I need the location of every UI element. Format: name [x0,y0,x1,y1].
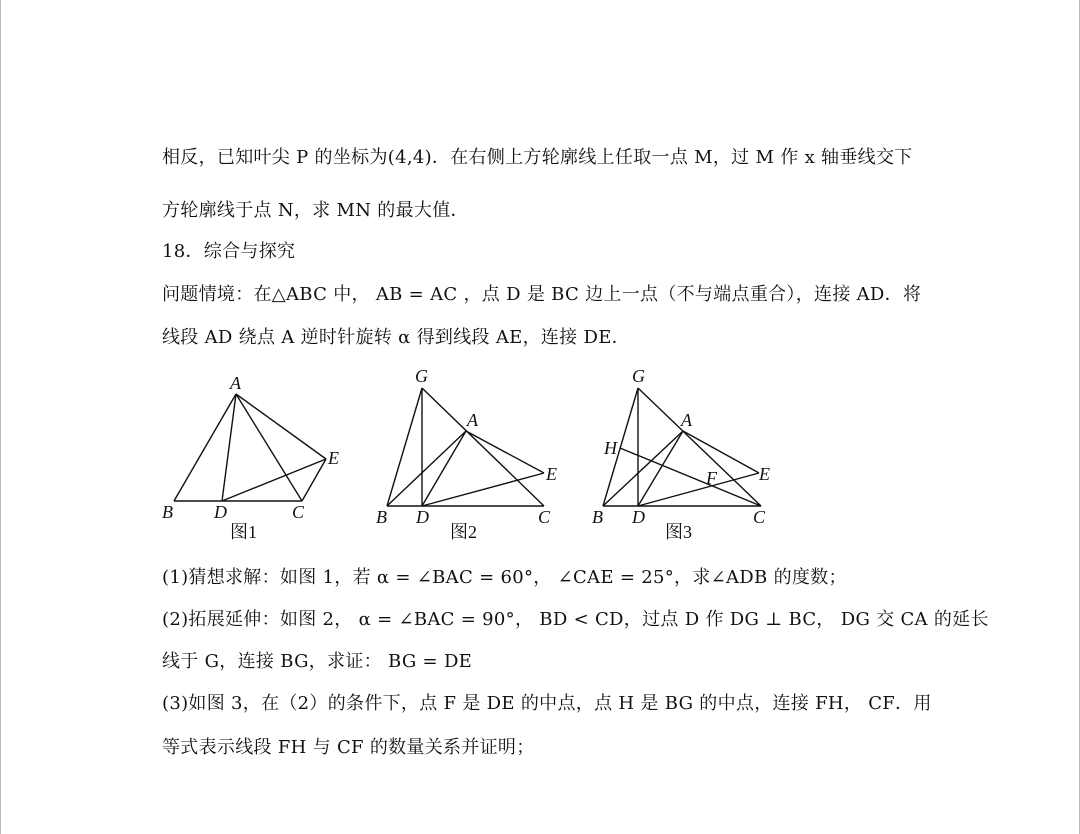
fig1-caption: 图1 [230,522,257,542]
question-3-line-2: 等式表示线段 FH 与 CF 的数量关系并证明； [162,737,535,758]
question-2-line-2: 线于 G，连接 BG，求证： BG = DE [162,651,473,672]
fig2-label-G: G [415,366,428,386]
fig3-label-G: G [632,366,645,386]
fig2-label-E: E [546,464,557,484]
fig2-label-C: C [538,507,551,527]
question-3-line-1: (3)如图 3，在（2）的条件下，点 F 是 DE 的中点，点 H 是 BG 的中点，连接 FH， CF．用 [162,693,932,714]
fig3-label-B: B [592,507,603,527]
fig3-label-F: F [706,468,717,488]
fig1-label-E: E [328,448,339,468]
page-border-left [0,0,1,834]
text-line-problem-context: 问题情境：在△ABC 中， AB = AC ，点 D 是 BC 边上一点（不与端点重合），连接 AD．将 [162,284,922,305]
fig3-label-E: E [759,464,770,484]
fig2-label-D: D [416,507,429,527]
fig3-caption: 图3 [665,522,692,542]
figure-3 [592,366,770,542]
fig1-label-D: D [214,502,227,522]
figure-2 [376,366,557,542]
fig3-label-D: D [632,507,645,527]
text-line-1: 相反，已知叶尖 P 的坐标为(4,4)．在右侧上方轮廓线上任取一点 M，过 M 作 x 轴垂线交下 [162,147,913,168]
figure-area [150,360,810,550]
fig2-label-B: B [376,507,387,527]
section-heading-18: 18．综合与探究 [162,241,296,262]
fig2-caption: 图2 [450,522,477,542]
fig1-label-C: C [292,502,305,522]
fig3-label-H: H [604,438,617,458]
question-2-line-1: (2)拓展延伸：如图 2， α = ∠BAC = 90°， BD < CD，过点 D 作 DG ⊥ BC， DG 交 CA 的延长 [162,609,989,630]
fig3-label-C: C [753,507,766,527]
fig3-label-A: A [681,410,692,430]
text-line-rotation: 线段 AD 绕点 A 逆时针旋转 α 得到线段 AE，连接 DE． [162,327,630,348]
fig1-label-B: B [162,502,173,522]
fig2-label-A: A [467,410,478,430]
figure-1 [162,373,339,542]
question-1: (1)猜想求解：如图 1，若 α = ∠BAC = 60°， ∠CAE = 25°，求∠ADB 的度数； [162,567,847,588]
text-line-2: 方轮廓线于点 N，求 MN 的最大值． [162,200,469,221]
fig1-label-A: A [230,373,241,393]
